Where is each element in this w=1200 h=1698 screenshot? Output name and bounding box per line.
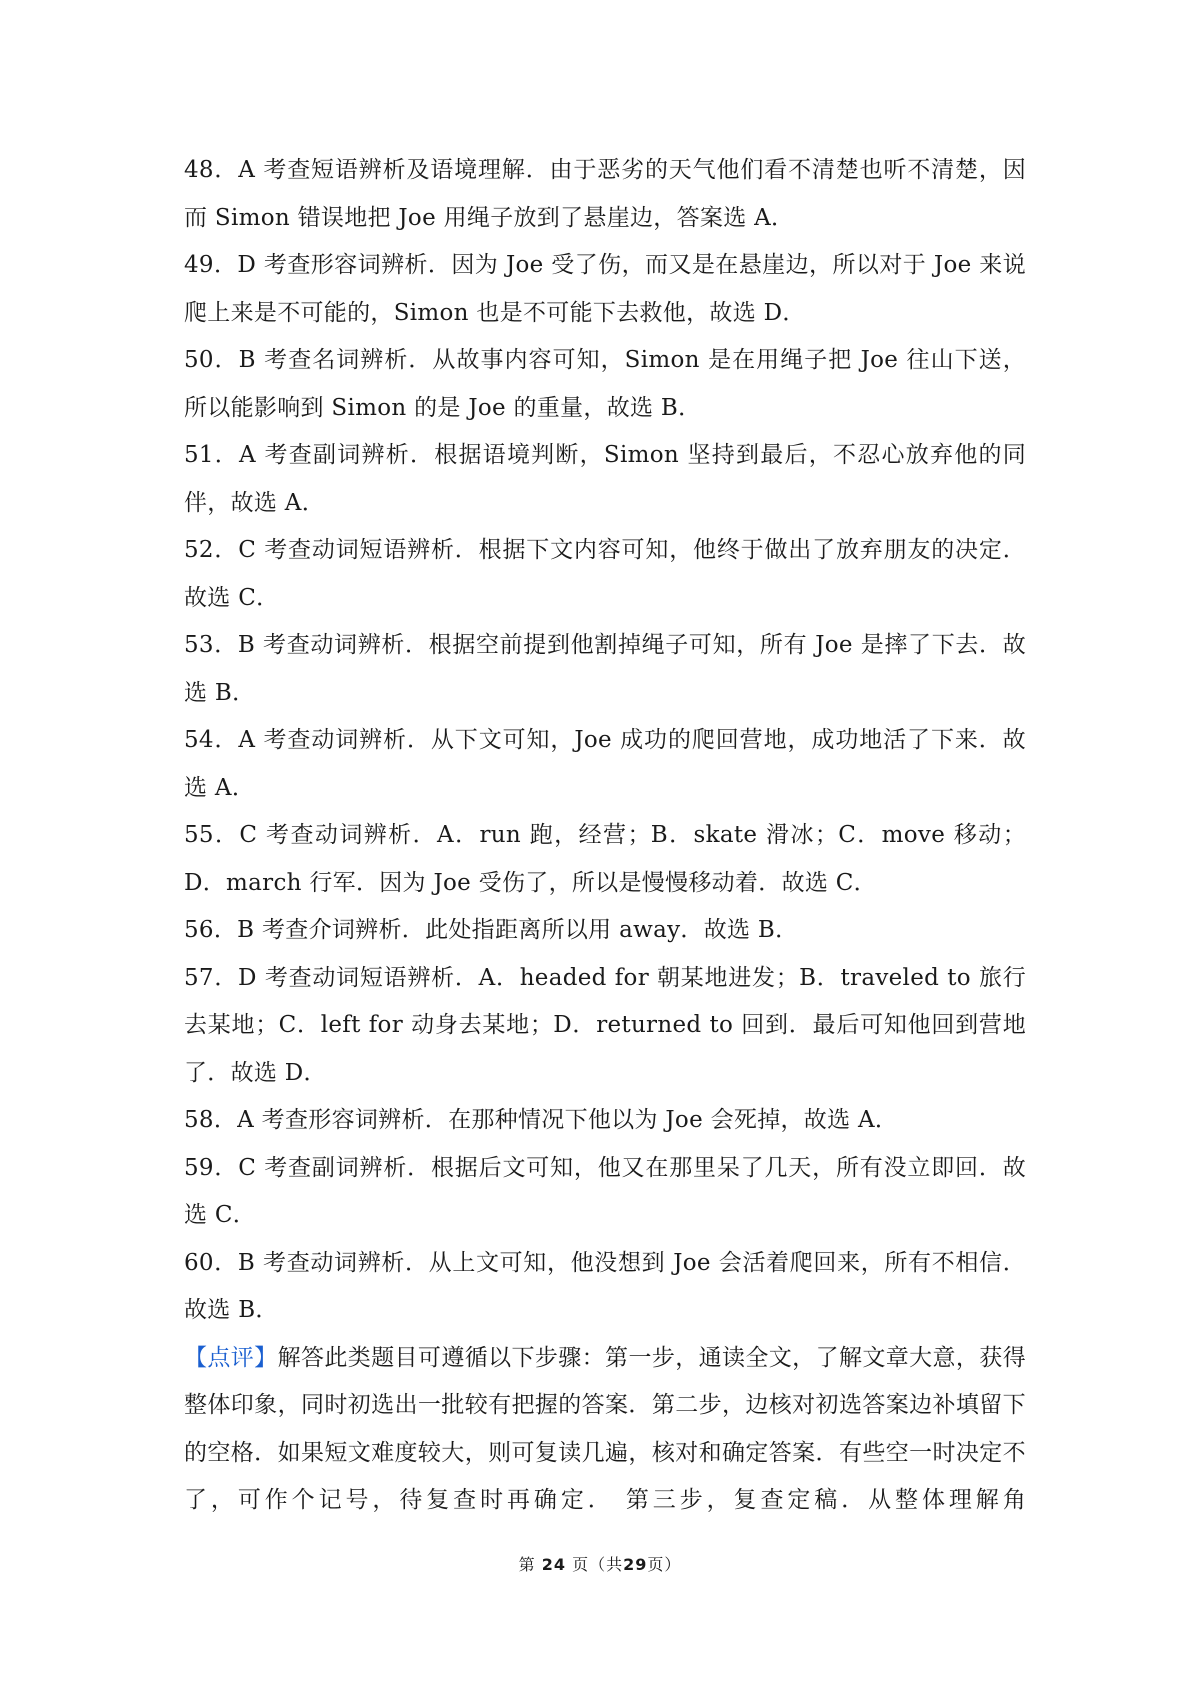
footer-prefix: 第 [518,1555,536,1574]
explanation-54: 54．A 考查动词辨析．从下文可知，Joe 成功的爬回营地，成功地活了下来．故选 A． [184,727,1026,801]
comment-paragraph [184,1335,1026,1525]
explanation-49: 49．D 考查形容词辨析．因为 Joe 受了伤，而又是在悬崖边，所以对于 Joe 来说爬上来是不可能的，Simon 也是不可能下去救他，故选 D． [184,252,1026,326]
explanation-57: 57．D 考查动词短语辨析．A．headed for 朝某地进发；B．traveled to 旅行去某地；C．left for 动身去某地；D．returned to 回到．最后可知他回到营地了．故选 D． [184,964,1026,1086]
page-footer [0,1552,1200,1575]
total-pages-number: 29 [623,1555,648,1574]
explanation-56: 56．B 考查介词辨析．此处指距离所以用 away．故选 B． [184,917,799,943]
explanation-60: 60．B 考查动词辨析．从上文可知，他没想到 Joe 会活着爬回来，所有不相信．故选 B． [184,1249,1026,1323]
explanation-58: 58．A 考查形容词辨析．在那种情况下他以为 Joe 会死掉，故选 A． [184,1107,899,1133]
explanation-55: 55．C 考查动词辨析．A．run 跑，经营；B．skate 滑冰；C．move 移动；D．march 行军．因为 Joe 受伤了，所以是慢慢移动着．故选 C． [184,822,1026,896]
explanation-48: 48．A 考查短语辨析及语境理解．由于恶劣的天气他们看不清楚也听不清楚，因而 Simon 错误地把 Joe 用绳子放到了悬崖边，答案选 A． [184,157,1026,231]
explanation-50: 50．B 考查名词辨析．从故事内容可知，Simon 是在用绳子把 Joe 往山下送，所以能影响到 Simon 的是 Joe 的重量，故选 B． [184,347,1026,421]
explanation-53: 53．B 考查动词辨析．根据空前提到他割掉绳子可知，所有 Joe 是摔了下去．故选 B． [184,632,1026,706]
page-body [184,147,1026,1525]
explanation-51: 51．A 考查副词辨析．根据语境判断，Simon 坚持到最后，不忍心放弃他的同伴，故选 A． [184,442,1026,516]
footer-middle: 页（共 [572,1555,624,1574]
footer-suffix: 页） [647,1555,682,1574]
comment-text: 解答此类题目可遵循以下步骤：第一步，通读全文，了解文章大意，获得整体印象，同时初选出一批较有把握的答案．第二步，边核对初选答案边补填留下的空格．如果短文难度较大，则可复读几遍，核对和确定答案．有些空一时决定不了，可作个记号，待复查时再确定． 第三步，复查定稿．从整体理解角 [184,1344,1027,1513]
comment-label: 【点评】 [184,1344,278,1371]
current-page-number: 24 [541,1555,566,1574]
explanation-59: 59．C 考查副词辨析．根据后文可知，他又在那里呆了几天，所有没立即回．故选 C． [184,1154,1026,1228]
explanation-52: 52．C 考查动词短语辨析．根据下文内容可知，他终于做出了放弃朋友的决定．故选 C． [184,537,1026,611]
